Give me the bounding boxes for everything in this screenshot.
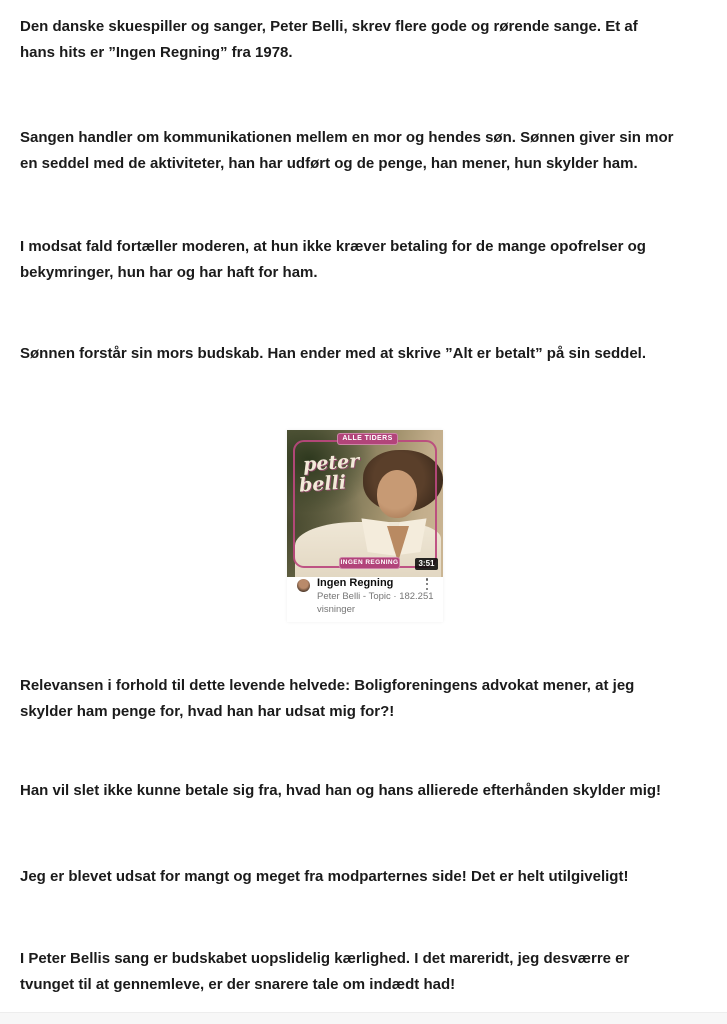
paragraph-2-line-2: en seddel med de aktiviteter, han har udført og de penge, han mener, hun skylder ham. (20, 155, 638, 172)
paragraph-1-line-1: Den danske skuespiller og sanger, Peter Belli, skrev flere gode og rørende sange. Et af (20, 18, 638, 35)
paragraph-1-line-2: hans hits er ”Ingen Regning” fra 1978. (20, 44, 293, 61)
cover-top-banner: ALLE TIDERS (337, 433, 398, 445)
video-title[interactable]: Ingen Regning (317, 577, 394, 589)
paragraph-3-line-1: I modsat fald fortæller moderen, at hun ikke kræver betaling for de mange opofrelser og (20, 238, 646, 255)
paragraph-6-line-1: Han vil slet ikke kunne betale sig fra, hvad han og hans allierede efterhånden skylder mig! (20, 782, 662, 799)
paragraph-5-line-2: skylder ham penge for, hvad han har udsat mig for?! (20, 703, 395, 720)
youtube-video-embed (287, 430, 443, 622)
video-duration-badge: 3:51 (415, 558, 438, 570)
channel-avatar[interactable] (297, 579, 310, 592)
cover-artist-script-line1: peter (302, 450, 360, 476)
video-byline-line-2: visninger (317, 604, 356, 615)
paragraph-3-line-2: bekymringer, hun har og har haft for ham. (20, 264, 318, 281)
video-thumbnail[interactable] (287, 430, 443, 577)
paragraph-2-line-1: Sangen handler om kommunikationen mellem en mor og hendes søn. Sønnen giver sin mor (20, 129, 674, 146)
paragraph-4-line-1: Sønnen forstår sin mors budskab. Han ender med at skrive ”Alt er betalt” på sin seddel. (20, 345, 647, 362)
cover-bottom-banner: INGEN REGNING (339, 557, 400, 569)
paragraph-8-line-2: tvunget til at gennemleve, er der snarere tale om indædt had! (20, 976, 456, 993)
paragraph-8-line-1: I Peter Bellis sang er budskabet uopslidelig kærlighed. I det mareridt, jeg desværre er (20, 950, 630, 967)
paragraph-7-line-1: Jeg er blevet udsat for mangt og meget fra modparternes side! Det er helt utilgiveligt! (20, 868, 629, 885)
cover-artist-script-line2: belli (298, 471, 347, 497)
page-bottom-strip (0, 1012, 727, 1024)
paragraph-5-line-1: Relevansen i forhold til dette levende helvede: Boligforeningens advokat mener, at jeg (20, 677, 635, 694)
kebab-menu-icon[interactable] (422, 577, 432, 591)
video-byline-line-1: Peter Belli - Topic · 182.251 (317, 591, 434, 602)
